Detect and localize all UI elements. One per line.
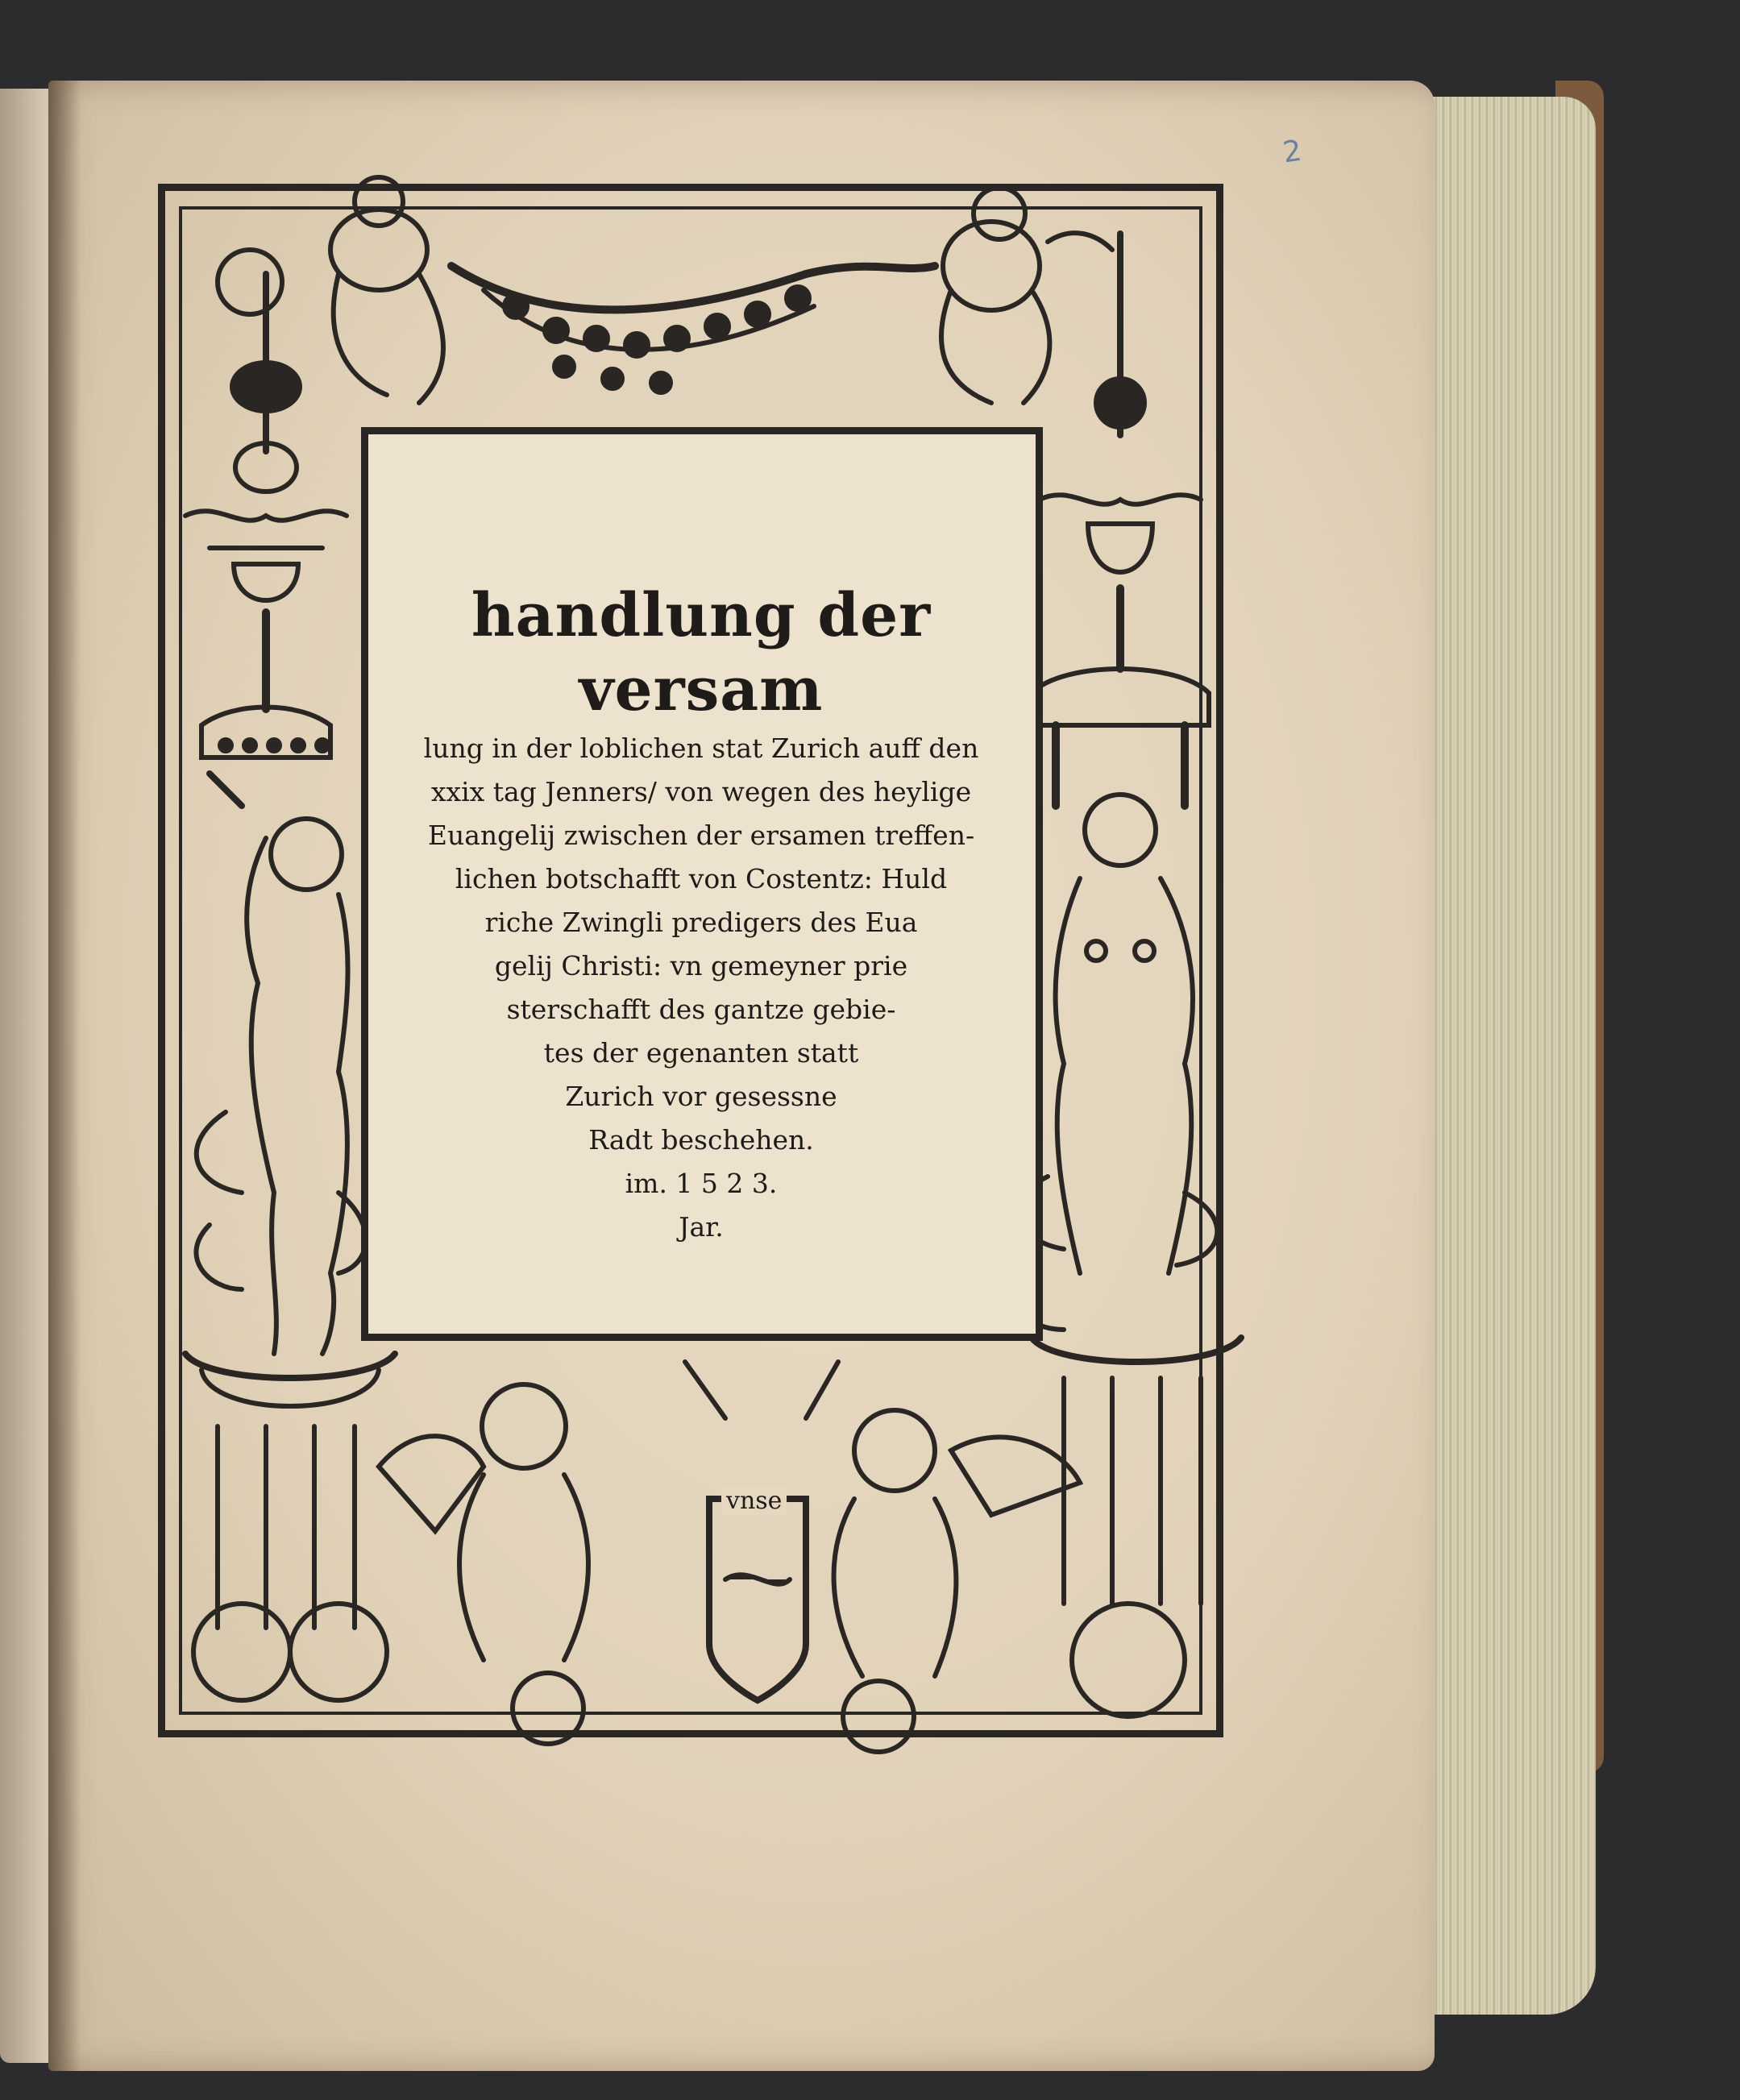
right-figure-ornament xyxy=(1019,795,1218,1330)
right-candelabrum-ornament xyxy=(1032,234,1209,806)
right-column-ornament xyxy=(1032,1338,1241,1716)
shield-banner-text: vnse xyxy=(721,1487,787,1515)
title-block xyxy=(379,579,1024,1249)
title-line: tes der egenanten statt xyxy=(543,1037,859,1069)
title-line: Euangelij zwischen der ersamen treffen- xyxy=(427,820,975,851)
title-line: Zurich vor gesessne xyxy=(565,1081,837,1112)
folio-mark: 2 xyxy=(1281,134,1304,170)
title-line: gelij Christi: vn gemeyner prie xyxy=(494,950,908,982)
imprint-year: im. 1 5 2 3. xyxy=(625,1168,778,1199)
top-garland-ornament xyxy=(330,177,1112,403)
left-candelabrum-ornament xyxy=(185,250,347,757)
left-column-ornament xyxy=(185,1354,395,1700)
imprint-jar: Jar. xyxy=(679,1211,724,1243)
title-line: lichen botschafft von Costentz: Huld xyxy=(455,863,948,894)
title-line: xxix tag Jenners/ von wegen des heylige xyxy=(430,776,972,807)
title-heading: handlung der versam xyxy=(471,581,932,724)
title-line: lung in der loblichen stat Zurich auff den xyxy=(423,733,979,764)
title-line: Radt beschehen. xyxy=(588,1124,814,1156)
title-line: riche Zwingli predigers des Eua xyxy=(484,907,918,938)
title-line: sterschafft des gantze gebie- xyxy=(506,994,896,1025)
left-figure-ornament xyxy=(196,774,365,1354)
bottom-putti-ornament xyxy=(379,1362,1080,1752)
